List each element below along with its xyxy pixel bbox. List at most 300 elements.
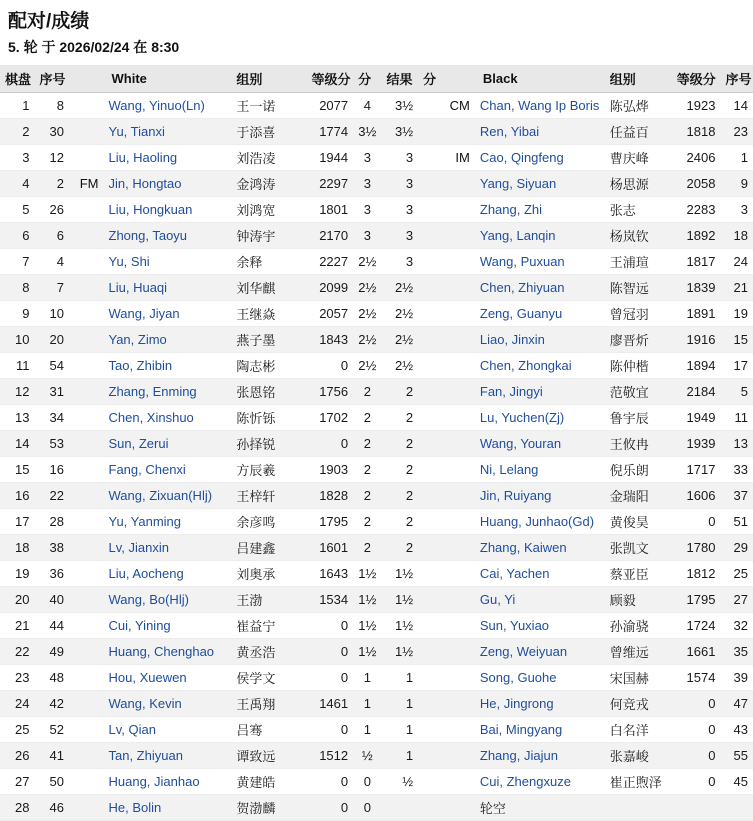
cell-white-title xyxy=(69,769,104,795)
col-white-cn[interactable]: 组别 xyxy=(231,65,306,93)
cell-white-name: Lv, Qian xyxy=(104,717,232,743)
cell-board: 11 xyxy=(0,353,35,379)
table-row[interactable] xyxy=(0,119,753,145)
cell-white-no: 42 xyxy=(35,691,70,717)
cell-white-title xyxy=(69,353,104,379)
cell-white-points: 1 xyxy=(353,665,381,691)
cell-board: 20 xyxy=(0,587,35,613)
table-row[interactable] xyxy=(0,665,753,691)
cell-black-points xyxy=(418,561,444,587)
cell-white-no: 20 xyxy=(35,327,70,353)
pairings-table xyxy=(0,65,753,821)
table-row[interactable] xyxy=(0,301,753,327)
cell-black-name: Song, Guohe xyxy=(475,665,605,691)
cell-white-rating: 1756 xyxy=(306,379,353,405)
cell-result: 3 xyxy=(382,171,419,197)
cell-black-cn: 陈弘烨 xyxy=(605,93,672,119)
cell-black-rating: 2406 xyxy=(672,145,721,171)
cell-white-cn: 刘奥承 xyxy=(231,561,306,587)
table-row[interactable] xyxy=(0,223,753,249)
table-row[interactable] xyxy=(0,639,753,665)
cell-white-no: 4 xyxy=(35,249,70,275)
cell-black-rating: 0 xyxy=(672,691,721,717)
cell-black-title xyxy=(444,795,474,821)
cell-black-no: 32 xyxy=(720,613,753,639)
cell-white-name: Yu, Yanming xyxy=(104,509,232,535)
cell-board: 6 xyxy=(0,223,35,249)
cell-black-no: 15 xyxy=(720,327,753,353)
cell-black-points xyxy=(418,301,444,327)
table-row[interactable] xyxy=(0,457,753,483)
cell-white-cn: 陈忻铄 xyxy=(231,405,306,431)
table-row[interactable] xyxy=(0,535,753,561)
cell-black-name: Chan, Wang Ip Boris xyxy=(475,93,605,119)
cell-white-title xyxy=(69,145,104,171)
cell-white-rating: 1512 xyxy=(306,743,353,769)
col-white-rating[interactable]: 等级分 xyxy=(306,65,353,93)
col-white-points[interactable]: 分 xyxy=(353,65,381,93)
table-row[interactable] xyxy=(0,197,753,223)
cell-white-name: Wang, Jiyan xyxy=(104,301,232,327)
cell-result: 1½ xyxy=(382,561,419,587)
cell-white-no: 7 xyxy=(35,275,70,301)
cell-white-no: 34 xyxy=(35,405,70,431)
col-result[interactable]: 结果 xyxy=(382,65,419,93)
cell-result xyxy=(382,795,419,821)
cell-black-title xyxy=(444,119,474,145)
cell-black-title xyxy=(444,717,474,743)
cell-black-title xyxy=(444,665,474,691)
cell-black-name: Fan, Jingyi xyxy=(475,379,605,405)
cell-black-name: Lu, Yuchen(Zj) xyxy=(475,405,605,431)
cell-black-title xyxy=(444,171,474,197)
cell-black-points xyxy=(418,535,444,561)
cell-white-rating: 1702 xyxy=(306,405,353,431)
cell-white-cn: 方辰羲 xyxy=(231,457,306,483)
cell-white-title: FM xyxy=(69,171,104,197)
cell-white-points: 3 xyxy=(353,171,381,197)
cell-white-points: 4 xyxy=(353,93,381,119)
cell-white-cn: 王禹翔 xyxy=(231,691,306,717)
table-row[interactable] xyxy=(0,405,753,431)
cell-result: 3 xyxy=(382,249,419,275)
cell-board: 26 xyxy=(0,743,35,769)
cell-white-title xyxy=(69,197,104,223)
cell-board: 7 xyxy=(0,249,35,275)
cell-white-title xyxy=(69,405,104,431)
cell-black-rating: 1780 xyxy=(672,535,721,561)
cell-black-cn: 金瑞阳 xyxy=(605,483,672,509)
cell-black-points xyxy=(418,509,444,535)
cell-white-no: 38 xyxy=(35,535,70,561)
cell-white-no: 50 xyxy=(35,769,70,795)
cell-black-no: 1 xyxy=(720,145,753,171)
cell-black-no: 13 xyxy=(720,431,753,457)
cell-result: 2 xyxy=(382,509,419,535)
col-black-points[interactable]: 分 xyxy=(418,65,444,93)
table-row[interactable] xyxy=(0,613,753,639)
cell-board: 16 xyxy=(0,483,35,509)
cell-white-no: 48 xyxy=(35,665,70,691)
cell-white-cn: 王梓轩 xyxy=(231,483,306,509)
col-white-no[interactable]: 序号 xyxy=(35,65,70,93)
cell-black-rating: 1717 xyxy=(672,457,721,483)
cell-black-points xyxy=(418,353,444,379)
cell-black-name: Gu, Yi xyxy=(475,587,605,613)
cell-black-no: 24 xyxy=(720,249,753,275)
cell-white-name: Sun, Zerui xyxy=(104,431,232,457)
cell-black-name: Wang, Youran xyxy=(475,431,605,457)
cell-white-rating: 1601 xyxy=(306,535,353,561)
table-header xyxy=(0,65,753,93)
cell-black-cn: 王浦瑄 xyxy=(605,249,672,275)
table-row[interactable] xyxy=(0,717,753,743)
table-row[interactable] xyxy=(0,587,753,613)
col-white[interactable]: White xyxy=(104,65,232,93)
cell-black-name: Zhang, Zhi xyxy=(475,197,605,223)
cell-white-name: Wang, Kevin xyxy=(104,691,232,717)
cell-black-no: 45 xyxy=(720,769,753,795)
cell-white-points: 2½ xyxy=(353,275,381,301)
cell-result: 1½ xyxy=(382,587,419,613)
cell-white-no: 44 xyxy=(35,613,70,639)
cell-black-cn: 张凯文 xyxy=(605,535,672,561)
cell-black-title xyxy=(444,249,474,275)
table-row[interactable] xyxy=(0,509,753,535)
cell-white-name: Huang, Chenghao xyxy=(104,639,232,665)
cell-white-points: 3 xyxy=(353,223,381,249)
cell-black-no: 14 xyxy=(720,93,753,119)
cell-black-points xyxy=(418,743,444,769)
cell-board: 28 xyxy=(0,795,35,821)
cell-white-rating: 1828 xyxy=(306,483,353,509)
cell-result: 1½ xyxy=(382,613,419,639)
cell-black-points xyxy=(418,171,444,197)
cell-white-no: 6 xyxy=(35,223,70,249)
cell-white-title xyxy=(69,93,104,119)
cell-black-points xyxy=(418,639,444,665)
cell-black-title xyxy=(444,561,474,587)
cell-white-name: Chen, Xinshuo xyxy=(104,405,232,431)
col-black-title xyxy=(444,65,474,93)
cell-black-rating: 1891 xyxy=(672,301,721,327)
cell-white-no: 8 xyxy=(35,93,70,119)
col-black-no[interactable]: 序号 xyxy=(720,65,753,93)
cell-white-points: ½ xyxy=(353,743,381,769)
cell-white-cn: 金鸿涛 xyxy=(231,171,306,197)
cell-board: 12 xyxy=(0,379,35,405)
cell-black-points xyxy=(418,769,444,795)
cell-black-no: 9 xyxy=(720,171,753,197)
cell-black-no: 43 xyxy=(720,717,753,743)
cell-white-points: 3½ xyxy=(353,119,381,145)
cell-black-no: 37 xyxy=(720,483,753,509)
col-black-cn[interactable]: 组别 xyxy=(605,65,672,93)
cell-black-no: 5 xyxy=(720,379,753,405)
cell-black-cn: 曹庆峰 xyxy=(605,145,672,171)
cell-white-no: 53 xyxy=(35,431,70,457)
cell-white-cn: 黄建皓 xyxy=(231,769,306,795)
cell-board: 25 xyxy=(0,717,35,743)
cell-white-points: 2 xyxy=(353,431,381,457)
table-body xyxy=(0,93,753,821)
cell-result: 2 xyxy=(382,431,419,457)
cell-black-rating: 1939 xyxy=(672,431,721,457)
cell-white-name: Zhong, Taoyu xyxy=(104,223,232,249)
table-row[interactable] xyxy=(0,431,753,457)
cell-white-rating: 2099 xyxy=(306,275,353,301)
cell-white-name: Wang, Bo(Hlj) xyxy=(104,587,232,613)
cell-black-cn: 张嘉峻 xyxy=(605,743,672,769)
cell-black-rating: 1606 xyxy=(672,483,721,509)
cell-white-points: 2½ xyxy=(353,327,381,353)
table-row[interactable] xyxy=(0,769,753,795)
cell-black-no: 27 xyxy=(720,587,753,613)
cell-white-name: Jin, Hongtao xyxy=(104,171,232,197)
cell-white-name: Liu, Huaqi xyxy=(104,275,232,301)
col-black-rating[interactable]: 等级分 xyxy=(672,65,721,93)
cell-white-cn: 崔益宁 xyxy=(231,613,306,639)
cell-white-name: Yan, Zimo xyxy=(104,327,232,353)
cell-white-no: 12 xyxy=(35,145,70,171)
cell-result: 2 xyxy=(382,457,419,483)
cell-black-points xyxy=(418,327,444,353)
cell-black-rating: 1817 xyxy=(672,249,721,275)
cell-white-cn: 余彦鸣 xyxy=(231,509,306,535)
cell-black-cn: 鲁宇辰 xyxy=(605,405,672,431)
cell-result: 1 xyxy=(382,743,419,769)
cell-white-no: 41 xyxy=(35,743,70,769)
cell-result: 2 xyxy=(382,405,419,431)
cell-black-no: 3 xyxy=(720,197,753,223)
cell-black-no: 47 xyxy=(720,691,753,717)
table-row[interactable] xyxy=(0,483,753,509)
cell-white-rating: 0 xyxy=(306,639,353,665)
cell-white-name: Huang, Jianhao xyxy=(104,769,232,795)
cell-black-points xyxy=(418,223,444,249)
table-row[interactable] xyxy=(0,795,753,821)
table-row[interactable] xyxy=(0,249,753,275)
cell-white-no: 46 xyxy=(35,795,70,821)
cell-black-name: Huang, Junhao(Gd) xyxy=(475,509,605,535)
cell-black-rating: 2184 xyxy=(672,379,721,405)
cell-black-title xyxy=(444,743,474,769)
cell-black-points xyxy=(418,431,444,457)
cell-white-points: 2 xyxy=(353,379,381,405)
cell-white-rating: 1461 xyxy=(306,691,353,717)
table-row[interactable] xyxy=(0,171,753,197)
cell-black-no: 39 xyxy=(720,665,753,691)
cell-black-rating: 0 xyxy=(672,509,721,535)
cell-black-points xyxy=(418,119,444,145)
cell-white-title xyxy=(69,431,104,457)
cell-black-name: Jin, Ruiyang xyxy=(475,483,605,509)
table-row[interactable] xyxy=(0,93,753,119)
cell-black-no: 29 xyxy=(720,535,753,561)
cell-white-rating: 2297 xyxy=(306,171,353,197)
cell-white-name: Hou, Xuewen xyxy=(104,665,232,691)
round-subtitle: 5. 轮 于 2026/02/24 在 8:30 xyxy=(8,39,180,55)
table-row[interactable] xyxy=(0,743,753,769)
cell-black-name: Chen, Zhongkai xyxy=(475,353,605,379)
cell-black-name: He, Jingrong xyxy=(475,691,605,717)
cell-black-name: Chen, Zhiyuan xyxy=(475,275,605,301)
cell-white-points: 1 xyxy=(353,717,381,743)
cell-white-rating: 1774 xyxy=(306,119,353,145)
table-row[interactable] xyxy=(0,327,753,353)
cell-white-cn: 刘华麒 xyxy=(231,275,306,301)
table-row[interactable] xyxy=(0,691,753,717)
cell-white-cn: 贺渤麟 xyxy=(231,795,306,821)
cell-black-title xyxy=(444,691,474,717)
cell-black-title xyxy=(444,483,474,509)
cell-black-title: CM xyxy=(444,93,474,119)
cell-result: 1½ xyxy=(382,639,419,665)
cell-white-cn: 钟涛宇 xyxy=(231,223,306,249)
col-black[interactable]: Black xyxy=(475,65,605,93)
cell-black-name: Zeng, Weiyuan xyxy=(475,639,605,665)
cell-white-title xyxy=(69,665,104,691)
cell-black-rating: 2283 xyxy=(672,197,721,223)
cell-black-title xyxy=(444,457,474,483)
cell-black-name: Liao, Jinxin xyxy=(475,327,605,353)
cell-white-cn: 余释 xyxy=(231,249,306,275)
cell-white-title xyxy=(69,275,104,301)
cell-white-rating: 1903 xyxy=(306,457,353,483)
cell-white-cn: 刘鸿宽 xyxy=(231,197,306,223)
col-board[interactable]: 棋盘 xyxy=(0,65,35,93)
cell-white-rating: 1643 xyxy=(306,561,353,587)
cell-result: 1 xyxy=(382,691,419,717)
cell-black-cn: 曾维远 xyxy=(605,639,672,665)
cell-black-title xyxy=(444,327,474,353)
cell-white-points: 2½ xyxy=(353,353,381,379)
cell-black-cn: 倪乐朗 xyxy=(605,457,672,483)
cell-black-no: 55 xyxy=(720,743,753,769)
cell-black-name: Ren, Yibai xyxy=(475,119,605,145)
cell-black-cn: 孙渝骁 xyxy=(605,613,672,639)
cell-black-points xyxy=(418,457,444,483)
cell-white-name: Liu, Haoling xyxy=(104,145,232,171)
cell-white-no: 28 xyxy=(35,509,70,535)
cell-black-name: Yang, Siyuan xyxy=(475,171,605,197)
cell-white-points: 0 xyxy=(353,795,381,821)
cell-white-no: 54 xyxy=(35,353,70,379)
cell-black-title xyxy=(444,769,474,795)
cell-result: 3½ xyxy=(382,93,419,119)
table-row[interactable] xyxy=(0,561,753,587)
cell-black-rating: 1795 xyxy=(672,587,721,613)
cell-white-title xyxy=(69,743,104,769)
cell-board: 9 xyxy=(0,301,35,327)
cell-white-cn: 王渤 xyxy=(231,587,306,613)
cell-white-no: 36 xyxy=(35,561,70,587)
cell-black-rating: 0 xyxy=(672,717,721,743)
cell-black-points xyxy=(418,275,444,301)
cell-white-rating: 1795 xyxy=(306,509,353,535)
cell-result: 3 xyxy=(382,145,419,171)
cell-black-points xyxy=(418,483,444,509)
cell-board: 17 xyxy=(0,509,35,535)
cell-white-points: 1½ xyxy=(353,613,381,639)
cell-black-no: 11 xyxy=(720,405,753,431)
cell-black-cn: 宋国赫 xyxy=(605,665,672,691)
cell-result: ½ xyxy=(382,769,419,795)
cell-white-no: 31 xyxy=(35,379,70,405)
cell-black-cn: 张志 xyxy=(605,197,672,223)
cell-black-name: Zhang, Kaiwen xyxy=(475,535,605,561)
table-row[interactable] xyxy=(0,379,753,405)
cell-white-title xyxy=(69,613,104,639)
cell-result: 1 xyxy=(382,717,419,743)
cell-white-cn: 于添喜 xyxy=(231,119,306,145)
cell-black-cn: 崔正煦泽 xyxy=(605,769,672,795)
table-row[interactable] xyxy=(0,145,753,171)
cell-black-points xyxy=(418,93,444,119)
cell-black-no: 33 xyxy=(720,457,753,483)
cell-white-title xyxy=(69,509,104,535)
cell-black-rating: 0 xyxy=(672,769,721,795)
cell-white-name: He, Bolin xyxy=(104,795,232,821)
cell-board: 15 xyxy=(0,457,35,483)
cell-white-title xyxy=(69,483,104,509)
cell-white-cn: 张恩铭 xyxy=(231,379,306,405)
cell-white-name: Wang, Zixuan(Hlj) xyxy=(104,483,232,509)
cell-white-title xyxy=(69,717,104,743)
table-row[interactable] xyxy=(0,353,753,379)
cell-white-rating: 0 xyxy=(306,769,353,795)
cell-white-points: 0 xyxy=(353,769,381,795)
cell-white-rating: 0 xyxy=(306,795,353,821)
cell-black-cn: 白名洋 xyxy=(605,717,672,743)
cell-black-points xyxy=(418,717,444,743)
cell-black-points xyxy=(418,587,444,613)
cell-black-name: 轮空 xyxy=(475,795,605,821)
cell-white-cn: 王一诺 xyxy=(231,93,306,119)
cell-white-rating: 2227 xyxy=(306,249,353,275)
cell-board: 19 xyxy=(0,561,35,587)
cell-white-name: Zhang, Enming xyxy=(104,379,232,405)
cell-black-cn: 廖晋炘 xyxy=(605,327,672,353)
cell-black-cn xyxy=(605,795,672,821)
cell-black-rating: 2058 xyxy=(672,171,721,197)
cell-black-title xyxy=(444,197,474,223)
cell-white-cn: 陶志彬 xyxy=(231,353,306,379)
cell-white-rating: 2170 xyxy=(306,223,353,249)
cell-black-points xyxy=(418,405,444,431)
page-title: 配对/成绩 xyxy=(8,11,90,32)
table-row[interactable] xyxy=(0,275,753,301)
cell-white-rating: 0 xyxy=(306,665,353,691)
cell-white-title xyxy=(69,327,104,353)
cell-white-no: 16 xyxy=(35,457,70,483)
cell-white-points: 2 xyxy=(353,509,381,535)
cell-white-no: 2 xyxy=(35,171,70,197)
cell-white-rating: 1801 xyxy=(306,197,353,223)
cell-black-no: 17 xyxy=(720,353,753,379)
cell-black-cn: 范敬宜 xyxy=(605,379,672,405)
cell-white-title xyxy=(69,691,104,717)
cell-white-points: 2 xyxy=(353,483,381,509)
cell-black-points xyxy=(418,795,444,821)
cell-result: 2 xyxy=(382,483,419,509)
cell-white-name: Tan, Zhiyuan xyxy=(104,743,232,769)
cell-white-points: 2 xyxy=(353,405,381,431)
cell-white-name: Lv, Jianxin xyxy=(104,535,232,561)
cell-board: 24 xyxy=(0,691,35,717)
cell-white-name: Tao, Zhibin xyxy=(104,353,232,379)
cell-white-name: Yu, Tianxi xyxy=(104,119,232,145)
